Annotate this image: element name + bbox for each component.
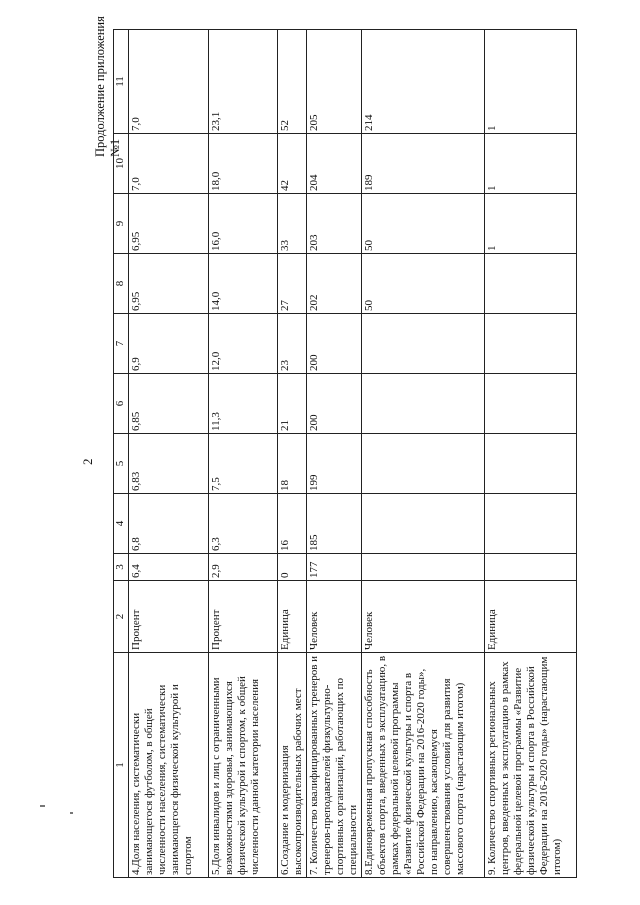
value-cell: 199 xyxy=(307,434,362,494)
value-cell: 214 xyxy=(362,30,485,134)
col-header: 8 xyxy=(114,254,129,314)
indicator-name: 8.Единовременная пропускная способность объектов спорта, введенных в эксплуатацию, в рамках федеральной целевой программы «Развитие физической культуры и спорта в Российской Федерации на 2016-2020 годы», по направлению, касающемуся совершенствования условий для развития массового спорта (нарастающим итогом) xyxy=(362,653,485,878)
value-cell xyxy=(362,374,485,434)
value-cell: 18 xyxy=(278,434,307,494)
value-cell: 1 xyxy=(485,134,577,194)
value-cell xyxy=(485,374,577,434)
col-header: 7 xyxy=(114,314,129,374)
value-cell: 7,0 xyxy=(129,134,209,194)
value-cell: 1 xyxy=(485,30,577,134)
value-cell: 200 xyxy=(307,314,362,374)
table-row xyxy=(209,30,278,878)
indicator-name: 9. Количество спортивных региональных центров, введенных в эксплуатацию в рамках федеральной целевой программы «Развитие физической культуры и спорта в Российской Федерации на 2016-2020 годы» (нарастающим итогом) xyxy=(485,653,577,878)
value-cell: 52 xyxy=(278,30,307,134)
value-cell xyxy=(362,494,485,554)
unit-cell: Процент xyxy=(129,581,209,653)
unit-cell: Процент xyxy=(209,581,278,653)
value-cell xyxy=(485,494,577,554)
unit-cell: Человек xyxy=(362,581,485,653)
col-header: 9 xyxy=(114,194,129,254)
value-cell: 6,95 xyxy=(129,194,209,254)
value-cell: 6,8 xyxy=(129,494,209,554)
value-cell: 16 xyxy=(278,494,307,554)
table-row xyxy=(278,30,307,878)
value-cell: 7,5 xyxy=(209,434,278,494)
col-header: 2 xyxy=(114,581,129,653)
table-row xyxy=(307,30,362,878)
value-cell: 6,85 xyxy=(129,374,209,434)
column-number-row xyxy=(114,30,129,878)
value-cell: 202 xyxy=(307,254,362,314)
value-cell: 23 xyxy=(278,314,307,374)
unit-cell: Человек xyxy=(307,581,362,653)
table-row xyxy=(485,30,577,878)
value-cell: 7,0 xyxy=(129,30,209,134)
value-cell: 50 xyxy=(362,254,485,314)
table-row xyxy=(362,30,485,878)
value-cell: 42 xyxy=(278,134,307,194)
value-cell: 205 xyxy=(307,30,362,134)
value-cell: 1 xyxy=(485,194,577,254)
value-cell xyxy=(485,254,577,314)
value-cell xyxy=(485,554,577,581)
value-cell: 185 xyxy=(307,494,362,554)
col-header: 5 xyxy=(114,434,129,494)
page-number: 2 xyxy=(80,458,95,465)
value-cell: 6,83 xyxy=(129,434,209,494)
col-header: 1 xyxy=(114,653,129,878)
value-cell: 0 xyxy=(278,554,307,581)
value-cell: 2,9 xyxy=(209,554,278,581)
value-cell: 11,3 xyxy=(209,374,278,434)
value-cell xyxy=(485,434,577,494)
continuation-caption: Продолжение приложения №1 xyxy=(93,16,122,157)
value-cell xyxy=(362,554,485,581)
value-cell: 203 xyxy=(307,194,362,254)
value-cell: 16,0 xyxy=(209,194,278,254)
value-cell: 14,0 xyxy=(209,254,278,314)
indicator-name: 7. Количество квалифицированных тренеров и тренеров-преподавателей физкультурно-спортивных организаций, работающих по специальности xyxy=(307,653,362,878)
value-cell: 33 xyxy=(278,194,307,254)
col-header: 10 xyxy=(114,134,129,194)
value-cell xyxy=(362,434,485,494)
value-cell: 23,1 xyxy=(209,30,278,134)
indicator-name: 6.Создание и модернизация высокопроизводительных рабочих мест xyxy=(278,653,307,878)
value-cell: 6,95 xyxy=(129,254,209,314)
value-cell: 27 xyxy=(278,254,307,314)
value-cell xyxy=(485,314,577,374)
value-cell: 189 xyxy=(362,134,485,194)
value-cell: 12,0 xyxy=(209,314,278,374)
col-header: 4 xyxy=(114,494,129,554)
indicator-name: 4.Доля населения, систематически занимающегося футболом, в общей численности населения, систематически занимающегося физической культурой и спортом xyxy=(129,653,209,878)
value-cell: 177 xyxy=(307,554,362,581)
col-header: 11 xyxy=(114,30,129,134)
unit-cell: Единица xyxy=(485,581,577,653)
value-cell: 204 xyxy=(307,134,362,194)
table-row xyxy=(129,30,209,878)
indicators-table xyxy=(113,29,577,878)
value-cell: 18,0 xyxy=(209,134,278,194)
value-cell: 21 xyxy=(278,374,307,434)
col-header: 3 xyxy=(114,554,129,581)
value-cell: 6,4 xyxy=(129,554,209,581)
value-cell: 50 xyxy=(362,194,485,254)
unit-cell: Единица xyxy=(278,581,307,653)
value-cell: 6,9 xyxy=(129,314,209,374)
value-cell xyxy=(362,314,485,374)
value-cell: 200 xyxy=(307,374,362,434)
indicator-name: 5.Доля инвалидов и лиц с ограниченными возможностями здоровья, занимающихся физической культурой и спортом, к общей численности данной категории населения xyxy=(209,653,278,878)
value-cell: 6,3 xyxy=(209,494,278,554)
col-header: 6 xyxy=(114,374,129,434)
